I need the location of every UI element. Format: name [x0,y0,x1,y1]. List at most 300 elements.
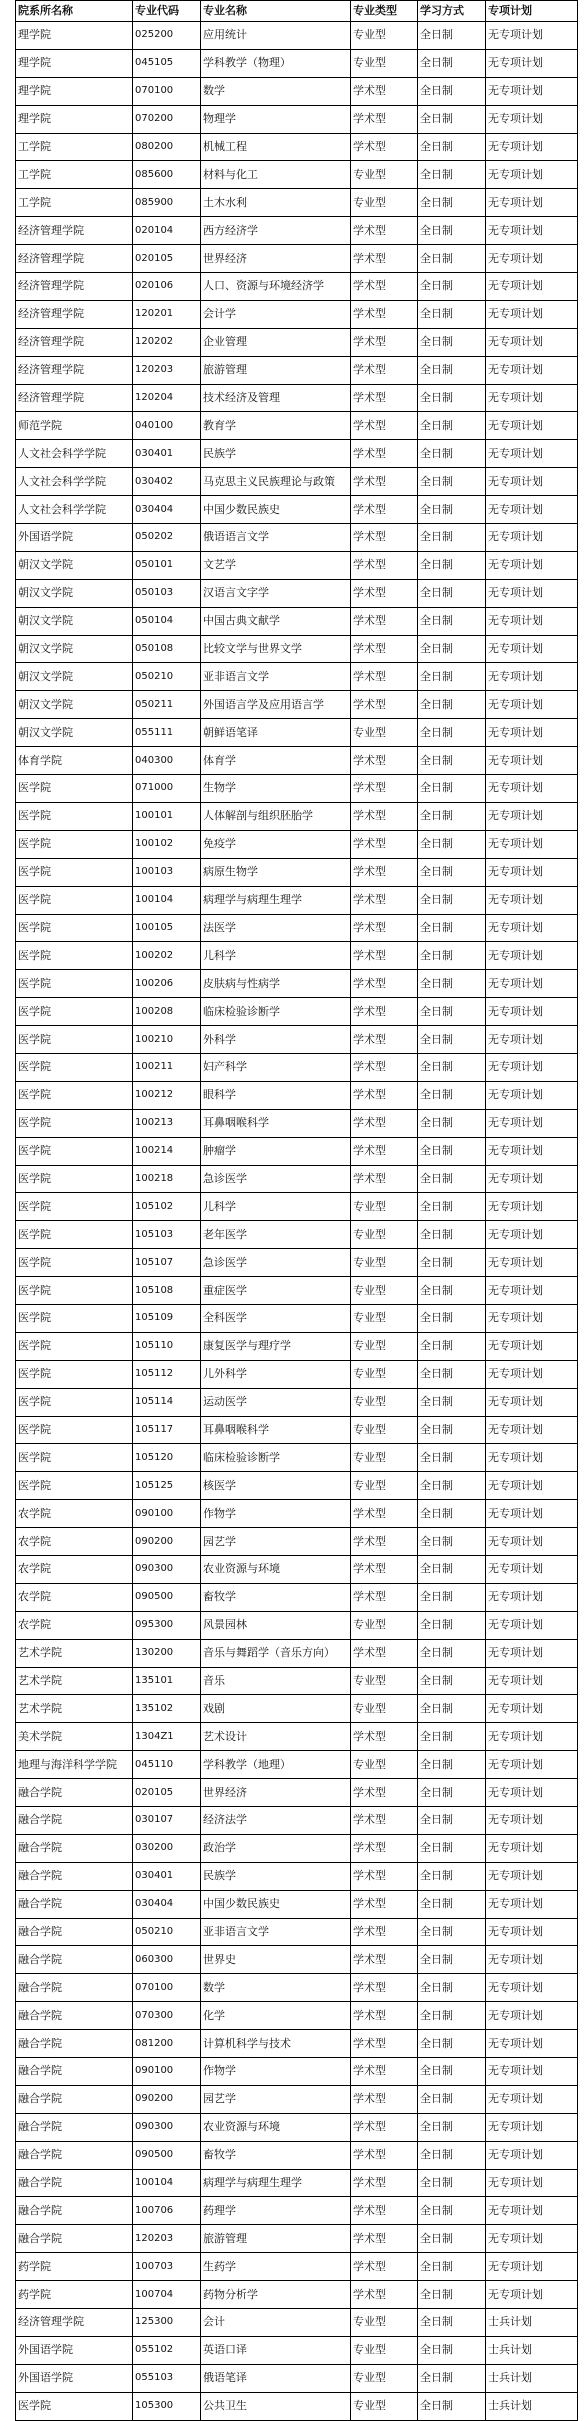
study-mode-cell: 全日制 [418,1946,486,1974]
major-type-cell: 学术型 [351,663,418,691]
major-code-cell: 100706 [133,2197,201,2225]
department-cell: 融合学院 [16,1890,133,1918]
study-mode-cell: 全日制 [418,914,486,942]
special-plan-cell: 无专项计划 [486,496,578,524]
table-row [16,245,578,273]
major-name-cell: 会计学 [201,300,351,328]
major-code-cell: 060300 [133,1946,201,1974]
major-code-cell: 020106 [133,273,201,301]
major-code-cell: 030404 [133,1890,201,1918]
major-name-cell: 计算机科学与技术 [201,2030,351,2058]
major-type-cell: 学术型 [351,1053,418,1081]
table-row [16,1277,578,1305]
major-code-cell: 090300 [133,2113,201,2141]
major-name-cell: 艺术设计 [201,1723,351,1751]
study-mode-cell: 全日制 [418,77,486,105]
special-plan-cell: 无专项计划 [486,802,578,830]
department-cell: 医学院 [16,1026,133,1054]
special-plan-cell: 无专项计划 [486,49,578,77]
table-row [16,1834,578,1862]
special-plan-cell: 无专项计划 [486,858,578,886]
department-cell: 融合学院 [16,2197,133,2225]
department-cell: 医学院 [16,970,133,998]
department-cell: 艺术学院 [16,1667,133,1695]
table-row [16,747,578,775]
department-cell: 融合学院 [16,1918,133,1946]
department-cell: 融合学院 [16,1862,133,1890]
special-plan-cell: 无专项计划 [486,2085,578,2113]
study-mode-cell: 全日制 [418,1277,486,1305]
major-type-cell: 学术型 [351,412,418,440]
major-name-cell: 耳鼻咽喉科学 [201,1416,351,1444]
major-code-cell: 045105 [133,49,201,77]
major-name-cell: 文艺学 [201,551,351,579]
major-code-cell: 071000 [133,775,201,803]
study-mode-cell: 全日制 [418,1360,486,1388]
department-cell: 朝汉文学院 [16,719,133,747]
table-row [16,970,578,998]
study-mode-cell: 全日制 [418,217,486,245]
table-row [16,1639,578,1667]
department-cell: 经济管理学院 [16,245,133,273]
department-cell: 医学院 [16,1165,133,1193]
department-cell: 地理与海洋科学学院 [16,1751,133,1779]
study-mode-cell: 全日制 [418,273,486,301]
major-code-cell: 100210 [133,1026,201,1054]
major-code-cell: 090100 [133,1500,201,1528]
special-plan-cell: 无专项计划 [486,663,578,691]
department-cell: 医学院 [16,1193,133,1221]
study-mode-cell: 全日制 [418,1053,486,1081]
special-plan-cell: 无专项计划 [486,1332,578,1360]
major-type-cell: 学术型 [351,1779,418,1807]
department-cell: 医学院 [16,1137,133,1165]
study-mode-cell: 全日制 [418,1026,486,1054]
major-code-cell: 030401 [133,440,201,468]
department-cell: 融合学院 [16,1779,133,1807]
special-plan-cell: 士兵计划 [486,2392,578,2420]
department-cell: 药学院 [16,2281,133,2309]
major-name-cell: 学科教学（地理） [201,1751,351,1779]
major-code-cell: 055102 [133,2336,201,2364]
major-code-cell: 090100 [133,2058,201,2086]
study-mode-cell: 全日制 [418,886,486,914]
special-plan-cell: 无专项计划 [486,468,578,496]
special-plan-cell: 无专项计划 [486,1611,578,1639]
major-type-cell: 学术型 [351,328,418,356]
department-cell: 经济管理学院 [16,300,133,328]
study-mode-cell: 全日制 [418,2225,486,2253]
major-type-cell: 学术型 [351,1165,418,1193]
table-row [16,2336,578,2364]
major-code-cell: 100104 [133,2169,201,2197]
major-name-cell: 材料与化工 [201,161,351,189]
special-plan-cell: 无专项计划 [486,412,578,440]
major-code-cell: 100105 [133,914,201,942]
table-row [16,49,578,77]
department-cell: 人文社会科学学院 [16,440,133,468]
major-name-cell: 世界经济 [201,245,351,273]
major-type-cell: 学术型 [351,440,418,468]
major-type-cell: 专业型 [351,1611,418,1639]
special-plan-cell: 无专项计划 [486,2141,578,2169]
major-code-cell: 105108 [133,1277,201,1305]
table-row [16,1974,578,2002]
special-plan-cell: 无专项计划 [486,22,578,50]
special-plan-cell: 无专项计划 [486,998,578,1026]
special-plan-cell: 无专项计划 [486,2281,578,2309]
table-row [16,300,578,328]
study-mode-cell: 全日制 [418,300,486,328]
table-row [16,579,578,607]
major-name-cell: 音乐与舞蹈学（音乐方向） [201,1639,351,1667]
major-type-cell: 学术型 [351,1834,418,1862]
major-code-cell: 040100 [133,412,201,440]
study-mode-cell: 全日制 [418,747,486,775]
table-body [16,22,578,2421]
study-mode-cell: 全日制 [418,2141,486,2169]
department-cell: 医学院 [16,1249,133,1277]
study-mode-cell: 全日制 [418,496,486,524]
department-cell: 朝汉文学院 [16,691,133,719]
special-plan-cell: 无专项计划 [486,161,578,189]
major-type-cell: 专业型 [351,719,418,747]
department-cell: 医学院 [16,830,133,858]
study-mode-cell: 全日制 [418,1667,486,1695]
department-cell: 体育学院 [16,747,133,775]
special-plan-cell: 士兵计划 [486,2336,578,2364]
table-row [16,1723,578,1751]
major-type-cell: 学术型 [351,1639,418,1667]
study-mode-cell: 全日制 [418,1807,486,1835]
special-plan-cell: 无专项计划 [486,1583,578,1611]
department-cell: 工学院 [16,161,133,189]
study-mode-cell: 全日制 [418,524,486,552]
special-plan-cell: 无专项计划 [486,2225,578,2253]
major-code-cell: 105125 [133,1472,201,1500]
major-name-cell: 畜牧学 [201,2141,351,2169]
department-cell: 艺术学院 [16,1695,133,1723]
table-row [16,2141,578,2169]
special-plan-cell: 无专项计划 [486,1249,578,1277]
special-plan-cell: 无专项计划 [486,1193,578,1221]
major-name-cell: 急诊医学 [201,1249,351,1277]
major-name-cell: 作物学 [201,1500,351,1528]
major-type-cell: 学术型 [351,551,418,579]
study-mode-cell: 全日制 [418,1081,486,1109]
major-name-cell: 亚非语言文学 [201,1918,351,1946]
major-type-cell: 学术型 [351,1026,418,1054]
major-type-cell: 学术型 [351,579,418,607]
special-plan-cell: 无专项计划 [486,579,578,607]
major-type-cell: 学术型 [351,691,418,719]
special-plan-cell: 无专项计划 [486,1695,578,1723]
department-cell: 理学院 [16,22,133,50]
department-cell: 医学院 [16,1221,133,1249]
special-plan-cell: 无专项计划 [486,1472,578,1500]
table-row [16,1807,578,1835]
study-mode-cell: 全日制 [418,2113,486,2141]
study-mode-cell: 全日制 [418,1332,486,1360]
special-plan-cell: 无专项计划 [486,1946,578,1974]
major-type-cell: 学术型 [351,468,418,496]
major-name-cell: 中国少数民族史 [201,496,351,524]
major-name-cell: 汉语言文字学 [201,579,351,607]
major-code-cell: 135101 [133,1667,201,1695]
table-row [16,858,578,886]
table-row [16,1862,578,1890]
table-row [16,133,578,161]
table-row [16,719,578,747]
study-mode-cell: 全日制 [418,2309,486,2337]
major-type-cell: 专业型 [351,22,418,50]
special-plan-cell: 无专项计划 [486,328,578,356]
special-plan-cell: 无专项计划 [486,1277,578,1305]
major-name-cell: 数学 [201,77,351,105]
major-code-cell: 030401 [133,1862,201,1890]
major-name-cell: 病理学与病理生理学 [201,886,351,914]
major-code-cell: 030402 [133,468,201,496]
major-name-cell: 园艺学 [201,1528,351,1556]
department-cell: 师范学院 [16,412,133,440]
table-row [16,2364,578,2392]
department-cell: 朝汉文学院 [16,607,133,635]
special-plan-cell: 无专项计划 [486,524,578,552]
major-type-cell: 专业型 [351,2364,418,2392]
major-code-cell: 100102 [133,830,201,858]
major-type-cell: 学术型 [351,2113,418,2141]
table-row [16,1388,578,1416]
major-code-cell: 105103 [133,1221,201,1249]
special-plan-cell: 无专项计划 [486,440,578,468]
special-plan-cell: 无专项计划 [486,1555,578,1583]
major-type-cell: 学术型 [351,133,418,161]
major-type-cell: 学术型 [351,2281,418,2309]
special-plan-cell: 无专项计划 [486,1918,578,1946]
special-plan-cell: 无专项计划 [486,607,578,635]
department-cell: 医学院 [16,998,133,1026]
major-type-cell: 专业型 [351,1444,418,1472]
special-plan-cell: 无专项计划 [486,2169,578,2197]
major-code-cell: 085600 [133,161,201,189]
study-mode-cell: 全日制 [418,328,486,356]
table-row [16,551,578,579]
major-code-cell: 105107 [133,1249,201,1277]
major-code-cell: 1304Z1 [133,1723,201,1751]
major-name-cell: 核医学 [201,1472,351,1500]
department-cell: 融合学院 [16,2113,133,2141]
special-plan-cell: 无专项计划 [486,273,578,301]
table-row [16,1472,578,1500]
major-code-cell: 020105 [133,1779,201,1807]
department-cell: 医学院 [16,1081,133,1109]
major-name-cell: 世界史 [201,1946,351,1974]
major-type-cell: 学术型 [351,775,418,803]
department-cell: 农学院 [16,1500,133,1528]
study-mode-cell: 全日制 [418,775,486,803]
study-mode-cell: 全日制 [418,998,486,1026]
major-name-cell: 药理学 [201,2197,351,2225]
major-code-cell: 105114 [133,1388,201,1416]
department-cell: 医学院 [16,886,133,914]
study-mode-cell: 全日制 [418,691,486,719]
table-row [16,886,578,914]
table-row [16,775,578,803]
special-plan-cell: 士兵计划 [486,2364,578,2392]
major-type-cell: 学术型 [351,747,418,775]
table-row [16,1946,578,1974]
department-cell: 经济管理学院 [16,356,133,384]
major-name-cell: 戏剧 [201,1695,351,1723]
major-type-cell: 学术型 [351,886,418,914]
study-mode-cell: 全日制 [418,133,486,161]
department-cell: 医学院 [16,1472,133,1500]
special-plan-cell: 无专项计划 [486,1974,578,2002]
special-plan-cell: 无专项计划 [486,1304,578,1332]
major-type-cell: 学术型 [351,524,418,552]
special-plan-cell: 无专项计划 [486,1081,578,1109]
special-plan-cell: 无专项计划 [486,2113,578,2141]
department-cell: 人文社会科学学院 [16,496,133,524]
special-plan-cell: 无专项计划 [486,1109,578,1137]
major-name-cell: 老年医学 [201,1221,351,1249]
major-type-cell: 学术型 [351,942,418,970]
major-code-cell: 090500 [133,1583,201,1611]
study-mode-cell: 全日制 [418,1834,486,1862]
major-code-cell: 090300 [133,1555,201,1583]
study-mode-cell: 全日制 [418,1723,486,1751]
major-name-cell: 英语口译 [201,2336,351,2364]
major-type-cell: 学术型 [351,1109,418,1137]
department-cell: 外国语学院 [16,2364,133,2392]
major-type-cell: 专业型 [351,1221,418,1249]
major-type-cell: 学术型 [351,356,418,384]
major-type-cell: 学术型 [351,635,418,663]
major-code-cell: 120203 [133,2225,201,2253]
special-plan-cell: 无专项计划 [486,1807,578,1835]
major-code-cell: 070300 [133,2002,201,2030]
major-code-cell: 100704 [133,2281,201,2309]
major-type-cell: 学术型 [351,245,418,273]
department-cell: 医学院 [16,1277,133,1305]
major-code-cell: 020105 [133,245,201,273]
major-type-cell: 学术型 [351,2085,418,2113]
major-name-cell: 应用统计 [201,22,351,50]
study-mode-cell: 全日制 [418,356,486,384]
major-code-cell: 100206 [133,970,201,998]
department-cell: 美术学院 [16,1723,133,1751]
major-code-cell: 105120 [133,1444,201,1472]
major-code-cell: 120201 [133,300,201,328]
header-special-plan: 专项计划 [486,1,578,22]
special-plan-cell: 无专项计划 [486,1723,578,1751]
department-cell: 融合学院 [16,2002,133,2030]
table-row [16,663,578,691]
major-name-cell: 农业资源与环境 [201,2113,351,2141]
major-name-cell: 皮肤病与性病学 [201,970,351,998]
major-type-cell: 专业型 [351,2392,418,2420]
major-type-cell: 学术型 [351,2197,418,2225]
table-row [16,384,578,412]
major-name-cell: 俄语语言文学 [201,524,351,552]
study-mode-cell: 全日制 [418,970,486,998]
major-name-cell: 临床检验诊断学 [201,998,351,1026]
table-row [16,830,578,858]
major-code-cell: 050202 [133,524,201,552]
major-code-cell: 070100 [133,77,201,105]
major-type-cell: 学术型 [351,300,418,328]
special-plan-cell: 无专项计划 [486,384,578,412]
department-cell: 农学院 [16,1611,133,1639]
major-code-cell: 105300 [133,2392,201,2420]
major-name-cell: 经济法学 [201,1807,351,1835]
department-cell: 融合学院 [16,1974,133,2002]
table-row [16,1500,578,1528]
major-code-cell: 130200 [133,1639,201,1667]
major-code-cell: 055111 [133,719,201,747]
major-name-cell: 政治学 [201,1834,351,1862]
major-name-cell: 外国语言学及应用语言学 [201,691,351,719]
table-row [16,356,578,384]
major-name-cell: 公共卫生 [201,2392,351,2420]
special-plan-cell: 无专项计划 [486,1500,578,1528]
major-name-cell: 马克思主义民族理论与政策 [201,468,351,496]
major-name-cell: 学科教学（物理） [201,49,351,77]
special-plan-cell: 无专项计划 [486,691,578,719]
special-plan-cell: 无专项计划 [486,356,578,384]
major-name-cell: 园艺学 [201,2085,351,2113]
study-mode-cell: 全日制 [418,2197,486,2225]
special-plan-cell: 无专项计划 [486,635,578,663]
study-mode-cell: 全日制 [418,440,486,468]
table-row [16,496,578,524]
special-plan-cell: 无专项计划 [486,189,578,217]
table-row [16,2113,578,2141]
table-row [16,105,578,133]
table-row [16,1751,578,1779]
major-name-cell: 急诊医学 [201,1165,351,1193]
table-row [16,22,578,50]
major-type-cell: 专业型 [351,1277,418,1305]
major-code-cell: 100211 [133,1053,201,1081]
table-row [16,1053,578,1081]
study-mode-cell: 全日制 [418,412,486,440]
major-name-cell: 风景园林 [201,1611,351,1639]
major-type-cell: 专业型 [351,1332,418,1360]
major-type-cell: 学术型 [351,105,418,133]
table-row [16,2002,578,2030]
study-mode-cell: 全日制 [418,468,486,496]
table-row [16,1583,578,1611]
table-row [16,2281,578,2309]
major-name-cell: 土木水利 [201,189,351,217]
study-mode-cell: 全日制 [418,1528,486,1556]
major-name-cell: 生药学 [201,2253,351,2281]
department-cell: 融合学院 [16,2085,133,2113]
study-mode-cell: 全日制 [418,1109,486,1137]
table-row [16,1109,578,1137]
major-name-cell: 人体解剖与组织胚胎学 [201,802,351,830]
table-row [16,942,578,970]
major-type-cell: 学术型 [351,1528,418,1556]
department-cell: 医学院 [16,1304,133,1332]
special-plan-cell: 无专项计划 [486,300,578,328]
major-name-cell: 全科医学 [201,1304,351,1332]
major-name-cell: 朝鲜语笔译 [201,719,351,747]
major-code-cell: 030107 [133,1807,201,1835]
study-mode-cell: 全日制 [418,161,486,189]
major-type-cell: 学术型 [351,1918,418,1946]
